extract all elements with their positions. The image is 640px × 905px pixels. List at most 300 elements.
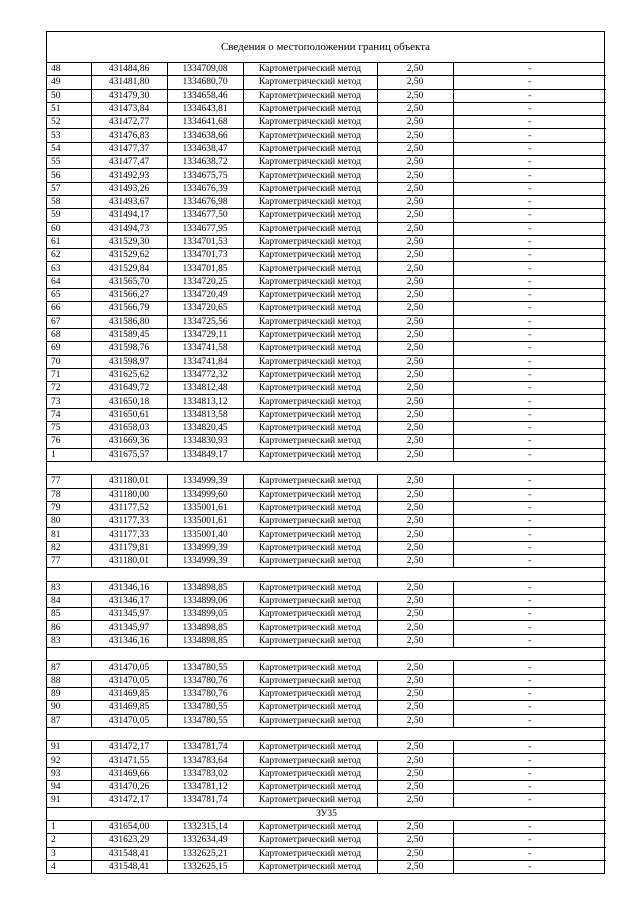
point-number: 56 [47,169,91,182]
table-row [47,302,606,315]
table-row [47,129,606,142]
table-row [47,275,606,288]
method: Картометрический метод [243,395,377,408]
separator-cell [47,461,606,474]
coord-x: 431177,33 [91,528,167,541]
point-number: 53 [47,129,91,142]
method: Картометрический метод [243,475,377,488]
point-number: 88 [47,674,91,687]
point-number: 87 [47,714,91,727]
point-number: 1 [47,820,91,833]
point-number: 90 [47,701,91,714]
description: - [453,408,606,421]
coord-x: 431469,85 [91,687,167,700]
description: - [453,235,606,248]
point-number: 2 [47,834,91,847]
precision: 2,50 [377,701,453,714]
method: Картометрический метод [243,422,377,435]
description: - [453,608,606,621]
method: Картометрический метод [243,116,377,129]
description: - [453,501,606,514]
precision: 2,50 [377,820,453,833]
coord-y: 1334781,74 [167,741,243,754]
coord-y: 1334720,65 [167,302,243,315]
method: Картометрический метод [243,754,377,767]
point-number: 69 [47,342,91,355]
table-title: Сведения о местоположении границ объекта [47,32,604,63]
description: - [453,328,606,341]
method: Картометрический метод [243,661,377,674]
coord-x: 431345,97 [91,621,167,634]
coord-y: 1334643,81 [167,102,243,115]
description: - [453,102,606,115]
coord-x: 431589,45 [91,328,167,341]
coord-x: 431346,16 [91,634,167,647]
method: Картометрический метод [243,169,377,182]
point-number: 1 [47,448,91,461]
coord-x: 431470,26 [91,781,167,794]
precision: 2,50 [377,541,453,554]
precision: 2,50 [377,794,453,807]
coord-x: 431494,73 [91,222,167,235]
method: Картометрический метод [243,222,377,235]
boundary-table-sheet [46,31,605,874]
method: Картометрический метод [243,594,377,607]
coord-x: 431548,41 [91,847,167,860]
description: - [453,342,606,355]
method: Картометрический метод [243,315,377,328]
description: - [453,262,606,275]
point-number: 76 [47,435,91,448]
method: Картометрический метод [243,621,377,634]
precision: 2,50 [377,661,453,674]
description: - [453,687,606,700]
method: Картометрический метод [243,382,377,395]
point-number: 71 [47,368,91,381]
description: - [453,129,606,142]
table-row [47,621,606,634]
precision: 2,50 [377,63,453,76]
coord-x: 431177,52 [91,501,167,514]
point-number: 52 [47,116,91,129]
table-row [47,767,606,780]
point-number: 3 [47,847,91,860]
point-number: 78 [47,488,91,501]
method: Картометрический метод [243,608,377,621]
precision: 2,50 [377,76,453,89]
point-number: 48 [47,63,91,76]
coord-y: 1334676,39 [167,182,243,195]
coord-y: 1334675,75 [167,169,243,182]
description: - [453,475,606,488]
method: Картометрический метод [243,289,377,302]
coord-x: 431492,93 [91,169,167,182]
coord-y: 1334677,95 [167,222,243,235]
precision: 2,50 [377,275,453,288]
precision: 2,50 [377,435,453,448]
precision: 2,50 [377,781,453,794]
method: Картометрический метод [243,275,377,288]
precision: 2,50 [377,608,453,621]
coord-x: 431548,41 [91,860,167,873]
precision: 2,50 [377,594,453,607]
description: - [453,302,606,315]
method: Картометрический метод [243,515,377,528]
point-number: 73 [47,395,91,408]
separator-row [47,807,606,820]
precision: 2,50 [377,714,453,727]
precision: 2,50 [377,674,453,687]
coord-x: 431471,55 [91,754,167,767]
method: Картометрический метод [243,860,377,873]
coord-y: 1334812,48 [167,382,243,395]
description: - [453,249,606,262]
coord-y: 1334820,45 [167,422,243,435]
precision: 2,50 [377,129,453,142]
coord-y: 1334781,74 [167,794,243,807]
method: Картометрический метод [243,142,377,155]
method: Картометрический метод [243,76,377,89]
coord-x: 431180,01 [91,554,167,567]
point-number: 89 [47,687,91,700]
method: Картометрический метод [243,687,377,700]
table-row [47,687,606,700]
coord-x: 431470,05 [91,714,167,727]
separator-row [47,568,606,581]
coord-x: 431479,30 [91,89,167,102]
coordinates-table [47,63,606,873]
coord-x: 431586,80 [91,315,167,328]
coord-y: 1334638,66 [167,129,243,142]
table-row [47,222,606,235]
table-row [47,395,606,408]
coord-y: 1334701,73 [167,249,243,262]
precision: 2,50 [377,382,453,395]
method: Картометрический метод [243,129,377,142]
table-row [47,382,606,395]
description: - [453,541,606,554]
method: Картометрический метод [243,554,377,567]
description: - [453,89,606,102]
table-row [47,156,606,169]
coord-y: 1335001,61 [167,501,243,514]
table-row [47,102,606,115]
precision: 2,50 [377,621,453,634]
precision: 2,50 [377,741,453,754]
point-number: 74 [47,408,91,421]
table-row [47,235,606,248]
precision: 2,50 [377,754,453,767]
description: - [453,594,606,607]
description: - [453,661,606,674]
coord-y: 1334680,70 [167,76,243,89]
precision: 2,50 [377,368,453,381]
point-number: 63 [47,262,91,275]
table-row [47,422,606,435]
table-row [47,448,606,461]
table-row [47,701,606,714]
coord-y: 1334641,68 [167,116,243,129]
precision: 2,50 [377,195,453,208]
method: Картометрический метод [243,674,377,687]
coord-y: 1332625,15 [167,860,243,873]
point-number: 87 [47,661,91,674]
coord-y: 1334709,08 [167,63,243,76]
method: Картометрический метод [243,435,377,448]
coord-y: 1334772,32 [167,368,243,381]
coord-y: 1334830,93 [167,435,243,448]
coord-x: 431469,66 [91,767,167,780]
description: - [453,528,606,541]
precision: 2,50 [377,488,453,501]
method: Картометрический метод [243,209,377,222]
table-row [47,195,606,208]
coord-x: 431623,29 [91,834,167,847]
coord-x: 431650,18 [91,395,167,408]
coord-x: 431625,62 [91,368,167,381]
method: Картометрический метод [243,501,377,514]
description: - [453,781,606,794]
precision: 2,50 [377,222,453,235]
coord-y: 1334898,85 [167,634,243,647]
method: Картометрический метод [243,701,377,714]
coord-x: 431658,03 [91,422,167,435]
point-number: 51 [47,102,91,115]
description: - [453,368,606,381]
coord-y: 1334783,64 [167,754,243,767]
precision: 2,50 [377,102,453,115]
method: Картометрический метод [243,528,377,541]
point-number: 70 [47,355,91,368]
point-number: 72 [47,382,91,395]
method: Картометрический метод [243,89,377,102]
precision: 2,50 [377,422,453,435]
description: - [453,674,606,687]
point-number: 54 [47,142,91,155]
precision: 2,50 [377,528,453,541]
method: Картометрический метод [243,355,377,368]
point-number: 50 [47,89,91,102]
method: Картометрический метод [243,342,377,355]
coord-x: 431565,70 [91,275,167,288]
coord-y: 1334638,47 [167,142,243,155]
point-number: 92 [47,754,91,767]
description: - [453,488,606,501]
precision: 2,50 [377,89,453,102]
point-number: 81 [47,528,91,541]
coord-y: 1332625,21 [167,847,243,860]
description: - [453,169,606,182]
coord-y: 1332315,14 [167,820,243,833]
description: - [453,435,606,448]
coord-x: 431470,05 [91,661,167,674]
precision: 2,50 [377,355,453,368]
coord-x: 431472,77 [91,116,167,129]
description: - [453,156,606,169]
table-row [47,368,606,381]
coord-y: 1334898,85 [167,581,243,594]
precision: 2,50 [377,408,453,421]
method: Картометрический метод [243,741,377,754]
coord-x: 431180,00 [91,488,167,501]
coord-x: 431179,81 [91,541,167,554]
coord-y: 1334899,05 [167,608,243,621]
precision: 2,50 [377,262,453,275]
table-row [47,488,606,501]
precision: 2,50 [377,169,453,182]
coord-y: 1334780,55 [167,714,243,727]
method: Картометрический метод [243,781,377,794]
point-number: 85 [47,608,91,621]
coord-x: 431566,27 [91,289,167,302]
description: - [453,701,606,714]
coord-y: 1335001,61 [167,515,243,528]
separator-cell [47,648,606,661]
table-row [47,289,606,302]
point-number: 57 [47,182,91,195]
method: Картометрический метод [243,581,377,594]
description: - [453,714,606,727]
point-number: 82 [47,541,91,554]
coord-y: 1334813,58 [167,408,243,421]
precision: 2,50 [377,501,453,514]
point-number: 77 [47,554,91,567]
coord-x: 431484,86 [91,63,167,76]
coord-y: 1334677,50 [167,209,243,222]
method: Картометрический метод [243,408,377,421]
point-number: 93 [47,767,91,780]
coord-y: 1334780,55 [167,661,243,674]
precision: 2,50 [377,209,453,222]
description: - [453,76,606,89]
method: Картометрический метод [243,847,377,860]
table-row [47,634,606,647]
method: Картометрический метод [243,156,377,169]
table-row [47,515,606,528]
table-row [47,834,606,847]
method: Картометрический метод [243,368,377,381]
table-row [47,820,606,833]
method: Картометрический метод [243,328,377,341]
point-number: 84 [47,594,91,607]
point-number: 59 [47,209,91,222]
coord-y: 1334781,12 [167,781,243,794]
coord-y: 1334780,55 [167,701,243,714]
point-number: 77 [47,475,91,488]
table-row [47,262,606,275]
table-row [47,169,606,182]
table-row [47,315,606,328]
table-row [47,528,606,541]
table-row [47,541,606,554]
coord-x: 431493,26 [91,182,167,195]
point-number: 91 [47,741,91,754]
method: Картометрический метод [243,714,377,727]
precision: 2,50 [377,581,453,594]
coord-x: 431177,33 [91,515,167,528]
coord-y: 1335001,40 [167,528,243,541]
description: - [453,182,606,195]
separator-row [47,727,606,740]
description: - [453,847,606,860]
point-number: 79 [47,501,91,514]
coord-y: 1334999,39 [167,554,243,567]
table-row [47,594,606,607]
table-row [47,355,606,368]
table-row [47,116,606,129]
method: Картометрический метод [243,182,377,195]
description: - [453,142,606,155]
point-number: 75 [47,422,91,435]
precision: 2,50 [377,315,453,328]
coord-x: 431472,17 [91,741,167,754]
precision: 2,50 [377,687,453,700]
table-row [47,182,606,195]
table-row [47,581,606,594]
table-row [47,501,606,514]
description: - [453,754,606,767]
coord-x: 431473,84 [91,102,167,115]
table-row [47,142,606,155]
precision: 2,50 [377,289,453,302]
coord-y: 1334725,56 [167,315,243,328]
table-row [47,408,606,421]
table-row [47,661,606,674]
coord-y: 1334899,06 [167,594,243,607]
coord-y: 1334720,25 [167,275,243,288]
precision: 2,50 [377,328,453,341]
precision: 2,50 [377,767,453,780]
table-row [47,76,606,89]
coord-y: 1334999,60 [167,488,243,501]
coord-y: 1334783,02 [167,767,243,780]
description: - [453,195,606,208]
precision: 2,50 [377,475,453,488]
table-row [47,674,606,687]
point-number: 62 [47,249,91,262]
description: - [453,860,606,873]
coord-y: 1334701,85 [167,262,243,275]
coord-x: 431346,17 [91,594,167,607]
point-number: 65 [47,289,91,302]
point-number: 64 [47,275,91,288]
coord-x: 431180,01 [91,475,167,488]
separator-row [47,648,606,661]
description: - [453,289,606,302]
method: Картометрический метод [243,235,377,248]
table-row [47,342,606,355]
precision: 2,50 [377,395,453,408]
table-row [47,435,606,448]
point-number: 80 [47,515,91,528]
point-number: 55 [47,156,91,169]
precision: 2,50 [377,634,453,647]
description: - [453,820,606,833]
coord-x: 431345,97 [91,608,167,621]
coord-x: 431346,16 [91,581,167,594]
description: - [453,275,606,288]
coord-x: 431477,37 [91,142,167,155]
coord-x: 431529,62 [91,249,167,262]
point-number: 68 [47,328,91,341]
coord-x: 431650,61 [91,408,167,421]
description: - [453,222,606,235]
method: Картометрический метод [243,634,377,647]
method: Картометрический метод [243,834,377,847]
method: Картометрический метод [243,448,377,461]
description: - [453,554,606,567]
precision: 2,50 [377,116,453,129]
